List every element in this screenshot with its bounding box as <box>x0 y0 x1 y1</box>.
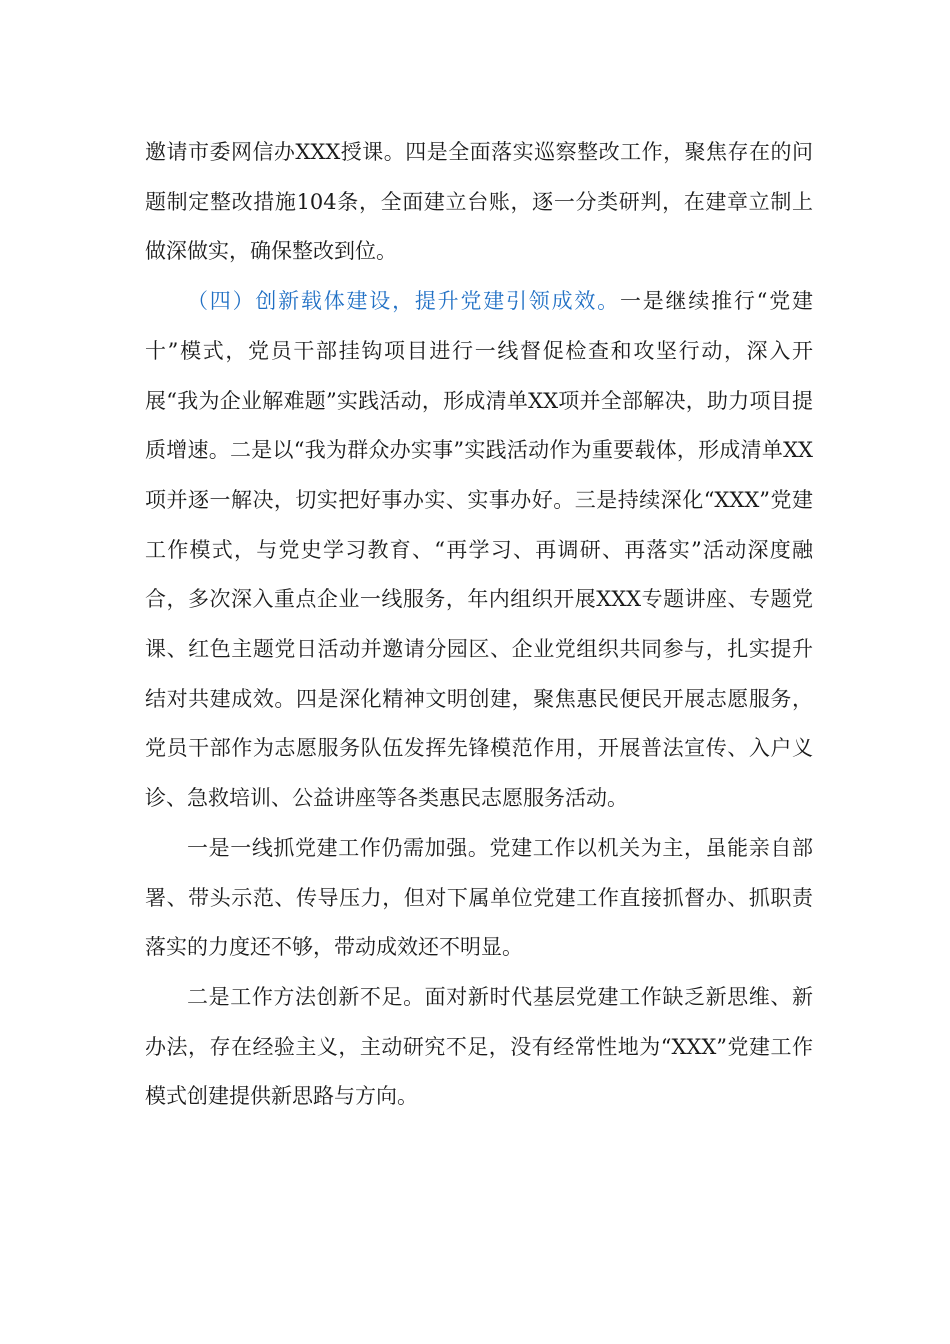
paragraph-continuation: 邀请市委网信办XXX授课。四是全面落实巡察整改工作，聚焦存在的问题制定整改措施104条，全面建立台账，逐一分类研判，在建章立制上做深做实，确保整改到位。 <box>145 140 813 264</box>
paragraph-problem-two: 二是工作方法创新不足。面对新时代基层党建工作缺乏新思维、新办法，存在经验主义，主动研究不足，没有经常性地为“XXX”党建工作模式创建提供新思路与方向。 <box>145 984 813 1109</box>
paragraph-innovation-body: 一是继续推行“党建十”模式，党员干部挂钩项目进行一线督促检查和攻坚行动，深入开展“我为企业解难题”实践活动，形成清单XX项并全部解决，助力项目提质增速。二是以“我为群众办实事”实践活动作为重要载体，形成清单XX项并逐一解决，切实把好事办实、实事办好。三是持续深化“XXX”党建工作模式，与党史学习教育、“再学习、再调研、再落实”活动深度融合，多次深入重点企业一线服务，年内组织开展XXX专题讲座、专题党课、红色主题党日活动并邀请分园区、企业党组织共同参与，扎实提升结对共建成效。四是深化精神文明创建，聚焦惠民便民开展志愿服务，党员干部作为志愿服务队伍发挥先锋模范作用，开展普法宣传、入户义诊、急救培训、公益讲座等各类惠民志愿服务活动。 <box>145 289 813 811</box>
paragraph-problem-one: 一是一线抓党建工作仍需加强。党建工作以机关为主，虽能亲自部署、带头示范、传导压力，但对下属单位党建工作直接抓督办、抓职责落实的力度还不够，带动成效还不明显。 <box>145 835 813 960</box>
paragraph-innovation <box>145 277 813 824</box>
document-body <box>145 128 813 1122</box>
subheading-innovation: （四）创新载体建设，提升党建引领成效。 <box>187 289 620 314</box>
